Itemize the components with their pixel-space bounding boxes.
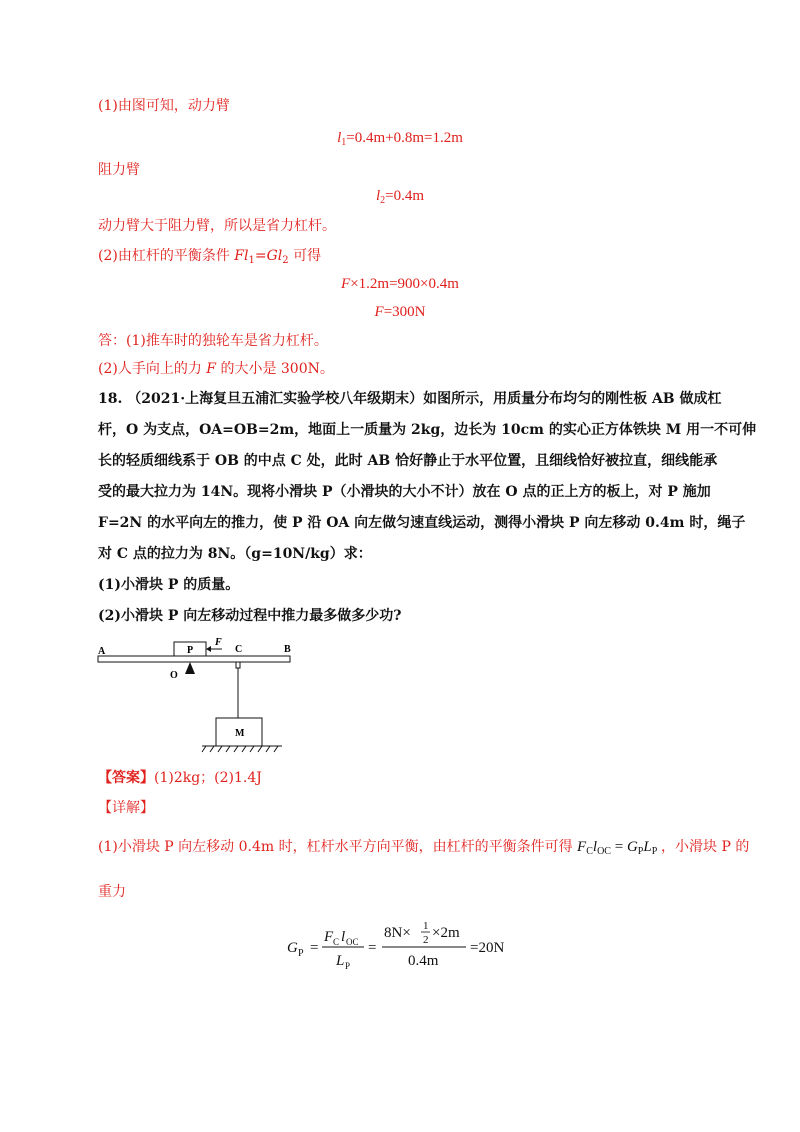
frac2-half-den: 2 [423,934,429,946]
part1-conclusion: 动力臂大于阻力臂，所以是省力杠杆。 [98,218,336,234]
frac1-num-l: l [341,929,346,945]
detail-line-2: 重力 [98,884,126,900]
question-sub-2: (2)小滑块 P 向左移动过程中推力最多做多少功? [98,608,402,624]
question-line-0 [98,389,722,409]
prev-answer-1: 答：(1)推车时的独轮车是省力杠杆。 [98,333,328,349]
detail-line-1a: (1)小滑块 P 向左移动 0.4m 时，杠杆水平方向平衡，由杠杆的平衡条件可得 [98,839,573,855]
frac2-half-num: 1 [423,920,429,932]
eq-sign-1: = [310,940,319,956]
fulcrum [185,662,195,674]
detail-tag: 【详解】 [98,800,154,816]
answer-text: (1)2kg；(2)1.4J [154,770,262,786]
answer-line [98,768,262,788]
force-arrowhead [206,646,211,652]
string-knot [236,662,240,668]
prev-answer-2b: 的大小是 300N。 [216,361,334,377]
frac1-num-lsub: OC [346,937,359,947]
label-f: F [215,637,222,648]
frac2-num-b: ×2m [432,925,460,941]
question-line-2: 长的轻质细线系于 OB 的中点 C 处，此时 AB 恰好静止于水平位置，且细线恰好被拉直，细线能承 [98,453,718,469]
detail-line-1 [98,837,749,857]
eq-result: =20N [470,940,505,956]
l1-equation: $l_1=0.4m+0.8m=1.2m$ [337,130,463,148]
label-o: O [170,670,178,681]
question-line-3: 受的最大拉力为 14N。现将小滑块 P（小滑块的大小不计）放在 O 点的正上方的板上，对 P 施加 [98,484,711,500]
question-text-0: （2021·上海复旦五浦汇实验学校八年级期末）如图所示，用质量分布均匀的刚性板 AB 做成杠 [127,391,722,407]
frac1-num-sub: C [333,937,340,947]
frac1-den-sub: P [345,961,351,971]
part2-eq1-text: ×1.2m=900×0.4m [350,276,459,292]
resist-label: 阻力臂 [98,162,140,178]
part2-intro-a: (2)由杠杆的平衡条件 [98,248,235,264]
question-number: 18. [98,391,123,407]
detail-line-1b: ，小滑块 P 的 [661,839,750,855]
lever-diagram [96,636,296,754]
balance-equation: $F_Cl_{OC} = G_PL_P$ [577,839,658,857]
eq-sign-2: = [368,940,377,956]
prev-answer-2a: (2)人手向上的力 [98,361,207,377]
final-equation [0,919,800,979]
prev-answer-2: (2)人手向上的力 F 的大小是 300N。 [98,361,334,377]
question-line-4: F=2N 的水平向左的推力，使 P 沿 OA 向左做匀速直线运动，测得小滑块 P 向左移动 0.4m 时，绳子 [98,515,746,531]
question-sub-1: (1)小滑块 P 的质量。 [98,577,240,593]
part2-intro: (2)由杠杆的平衡条件 $Fl_1=Gl_2$ 可得 [98,248,322,266]
eq-lhs-sub: P [298,948,304,959]
label-b: B [284,644,291,655]
question-line-5: 对 C 点的拉力为 8N。（g=10N/kg）求： [98,546,372,562]
answer-tag: 【答案】 [98,770,154,786]
frac2-den: 0.4m [408,953,439,969]
l2-equation: $l_2=0.4m$ [375,188,425,206]
part2-eq2-text: =300N [383,304,426,320]
l1-equation-text: =0.4m+0.8m=1.2m [346,130,463,146]
part2-eq2: F=300N [374,304,426,320]
part1-intro: (1)由图可知，动力臂 [98,98,230,114]
label-p: P [187,645,194,656]
l2-equation-text: =0.4m [385,188,425,204]
frac2-num-a: 8N× [384,925,411,941]
eq-lhs: G [287,940,298,956]
label-m: M [235,728,245,739]
ground-hatch [202,746,278,752]
label-c: C [235,644,243,655]
lever-board [98,656,290,662]
label-a: A [98,646,106,657]
frac1-den: L [336,953,345,969]
part2-eq1: F×1.2m=900×0.4m [341,276,459,292]
question-line-1: 杆，O 为支点，OA=OB=2m，地面上一质量为 2kg，边长为 10cm 的实心正方体铁块 M 用一不可伸 [98,422,757,438]
part2-intro-b: 可得 [288,248,322,264]
frac1-num: F [324,929,334,945]
